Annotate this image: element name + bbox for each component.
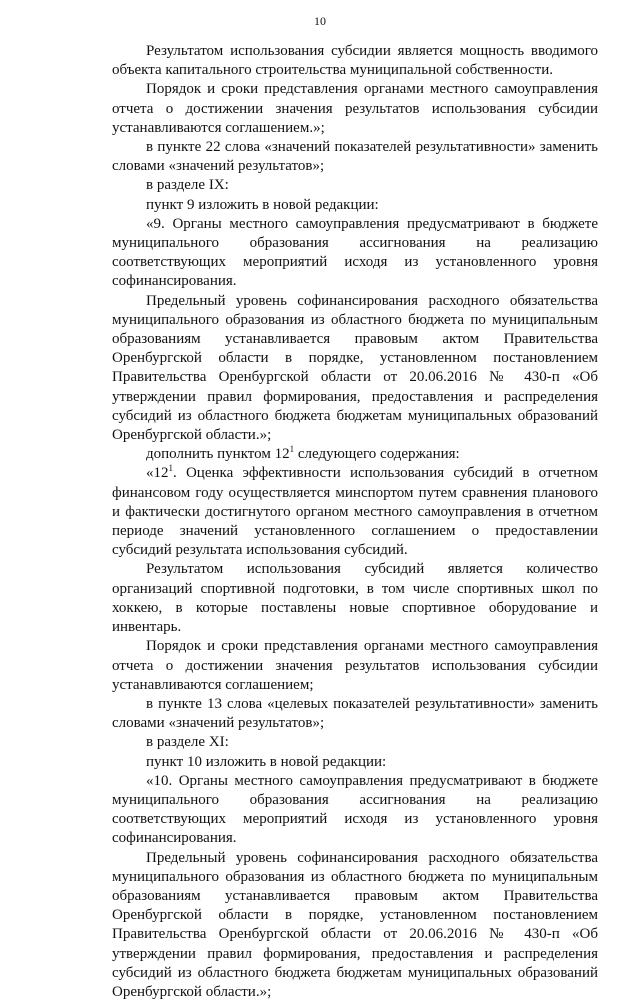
paragraph-result-capacity: Результатом использования субсидии является мощность вводимого объекта капитального строительства муниципальной собственности.	[112, 43, 598, 79]
item12-superscript: 1	[168, 463, 173, 474]
paragraph-item13-replace: в пункте 13 слова «целевых показателей результативности» заменить словами «значений результатов»;	[112, 695, 598, 732]
paragraph-item12-text	[112, 464, 598, 560]
paragraph-section-xi: в разделе XI:	[146, 734, 229, 751]
add12-text: дополнить пунктом 12	[146, 446, 290, 463]
paragraph-result-organizations: Результатом использования субсидий является количество организаций спортивной подготовки, в том числе спортивных школ по хоккею, в которые поставлены новые спортивное оборудование и инвентарь.	[112, 561, 598, 636]
paragraph-section-ix: в разделе IX:	[146, 177, 229, 194]
paragraph-item10-new: пункт 10 изложить в новой редакции:	[146, 753, 387, 770]
paragraph-item10-text: «10. Органы местного самоуправления предусматривают в бюджете муниципального образования ассигнования на реализацию соответствующих мероприятий исходя из установленного уровня софинансирования.	[112, 772, 598, 847]
paragraph-cofinancing-limit-2: Предельный уровень софинансирования расходного обязательства муниципального образования из областного бюджета по муниципальным образованиям устанавливается правовым актом Правительства Оренбургской области в порядке, установленном постановлением Правительства Оренбургской области от 20.06.2016 № 430-п «Об утверждении правил формирования, предоставления и распределения субсидий из областного бюджета бюджетам муниципальных образований Оренбургской области.»;	[112, 849, 598, 1000]
add12-superscript: 1	[289, 444, 295, 455]
paragraph-item22-replace: в пункте 22 слова «значений показателей результативности» заменить словами «значений результатов»;	[112, 139, 598, 175]
paragraph-cofinancing-limit: Предельный уровень софинансирования расходного обязательства муниципального образования из областного бюджета по муниципальным образованиям устанавливается правовым актом Правительства Оренбургской области в порядке, установленном постановлением Правительства Оренбургской области от 20.06.2016 № 430-п «Об утверждении правил формирования, предоставления и распределения субсидий из областного бюджета бюджетам муниципальных образований Оренбургской области.»;	[112, 292, 598, 444]
item12-number: «12	[146, 465, 169, 482]
item12-body: . Оценка эффективности использования субсидий в отчетном финансовом году осуществляется минспортом путем сравнения планового и фактически достигнутого органом местного самоуправления в отчетном периоде значений установленного соглашением о предоставлении субсидий результата использования субсидий.	[112, 465, 598, 559]
paragraph-report-order-2: Порядок и сроки представления органами местного самоуправления отчета о достижении значения результатов использования субсидии устанавливаются соглашением;	[112, 638, 598, 693]
page-number: 10	[314, 14, 326, 28]
paragraph-item9-text: «9. Органы местного самоуправления предусматривают в бюджете муниципального образования ассигнования на реализацию соответствующих мероприятий исходя из установленного уровня софинансирования.	[112, 215, 598, 290]
paragraph-add-item12	[112, 445, 598, 464]
document-body	[112, 42, 598, 1002]
paragraph-report-order: Порядок и сроки представления органами местного самоуправления отчета о достижении значения результатов использования субсидии устанавливаются соглашением.»;	[112, 81, 598, 136]
add12-text-tail: следующего содержания:	[294, 446, 460, 463]
paragraph-item9-new: пункт 9 изложить в новой редакции:	[146, 196, 379, 213]
